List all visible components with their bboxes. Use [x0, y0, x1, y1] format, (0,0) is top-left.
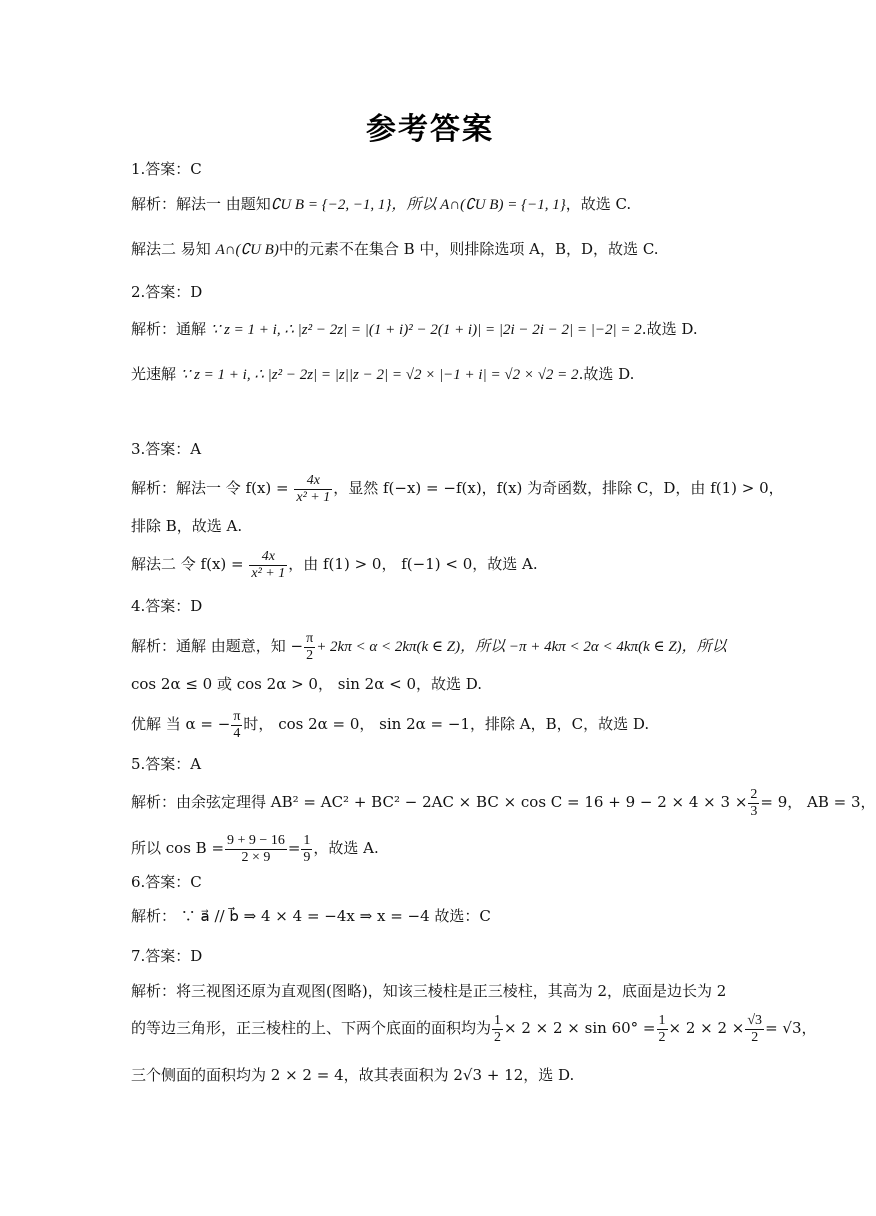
- q7-line1: 解析：将三视图还原为直观图(图略)，知该三棱柱是正三棱柱，其高为 2，底面是边长为 2: [131, 982, 727, 1000]
- q3-fraction-2: $\frac{4x}{\text{x² + 1}}$: [251, 548, 286, 581]
- q3-method1-cont: 排除 B，故选 A.: [131, 517, 243, 535]
- q2-m1-prefix: 解析：通解: [131, 320, 207, 338]
- q7-line3-rest: + 12，选 D.: [486, 1066, 575, 1084]
- q1-m1-prefix: 解析：解法一 由题知: [131, 195, 271, 213]
- q5-m1-mid: = 9， AB = 3，: [760, 793, 876, 811]
- q4-m1-mid: + 2kπ < α < 2kπ(k ∈ Z)，所以 −π + 4kπ < 2α < 4kπ(k ∈ Z)，所以: [316, 639, 727, 655]
- q7-line2-prefix: 的等边三角形，正三棱柱的上、下两个底面的面积均为: [131, 1019, 492, 1037]
- q3-fraction: $\frac{4x}{\text{x² + 1}}$: [296, 472, 331, 505]
- q4-method2: [131, 706, 731, 742]
- q5-fraction-3: $\frac{1}{9}$: [303, 832, 311, 865]
- q1-method1: [131, 193, 731, 216]
- q3-m1-mid: ，显然 f(−x) = −f(x)，f(x) 为奇函数，排除 C，D，由 f(1) > 0，: [333, 479, 784, 497]
- q2-m2-math: ∵ z = 1 + i, ∴ |z² − 2z| = |z||z − 2| = √2 × |−1 + i| = √2 × √2 = 2: [180, 367, 579, 383]
- q5-answer: 5.答案：A: [131, 755, 202, 773]
- q5-fraction-2: $\frac{9 + 9 - 16}{2 \times 9}$: [227, 832, 285, 865]
- q1-m2-math: A∩(∁U B): [215, 242, 279, 258]
- q4-m2-prefix: 优解 当 α = −: [131, 715, 231, 733]
- q3-method1: [131, 470, 784, 506]
- q2-m1-suffix: .故选 D.: [641, 320, 698, 338]
- q3-method2: [131, 546, 731, 582]
- q7-answer: 7.答案：D: [131, 947, 203, 965]
- q4-m2-mid: 时， cos 2α = 0， sin 2α = −1，排除 A，B，C，故选 D.: [243, 715, 650, 733]
- q7-sqrt3: √3: [782, 1019, 802, 1037]
- q5-m1-cont: 所以 cos B =: [131, 839, 225, 857]
- q4-method1: [131, 628, 731, 664]
- q1-m1-suffix: ，故选 C.: [565, 195, 632, 213]
- q5-fraction-1: $\frac{2}{3}$: [750, 786, 758, 819]
- q1-method2: [131, 238, 731, 261]
- q5-m1-prefix: 解析：由余弦定理得 AB² = AC² + BC² − 2AC × BC × cos C = 16 + 9 − 2 × 4 × 3 ×: [131, 793, 748, 811]
- q7-fraction-1: $\frac{1}{2}$: [494, 1012, 502, 1045]
- q4-answer: 4.答案：D: [131, 597, 203, 615]
- q7-fraction-2: $\frac{1}{2}$: [658, 1012, 666, 1045]
- q3-m2-prefix: 解法二 令 f(x) =: [131, 555, 244, 573]
- q7-line3: [131, 1064, 731, 1086]
- q3-m2-mid: ，由 f(1) > 0， f(−1) < 0，故选 A.: [288, 555, 538, 573]
- q6-answer: 6.答案：C: [131, 873, 202, 891]
- q2-method1: [131, 318, 731, 341]
- q4-method1-cont: cos 2α ≤ 0 或 cos 2α > 0， sin 2α < 0，故选 D.: [131, 675, 483, 693]
- q6-method1: 解析： ∵ a⃗ // b⃗ ⇒ 4 × 4 = −4x ⇒ x = −4 故选：C: [131, 907, 491, 925]
- q4-m1-prefix: 解析：通解 由题意，知 −: [131, 637, 304, 655]
- q2-m2-prefix: 光速解: [131, 365, 177, 383]
- q1-answer: 1.答案：C: [131, 160, 202, 178]
- q2-method2: [131, 363, 731, 386]
- q2-answer: 2.答案：D: [131, 283, 203, 301]
- q7-fraction-3: $\frac{√3}{2}$: [747, 1012, 763, 1045]
- q7-line3-prefix: 三个侧面的面积均为 2 × 2 = 4，故其表面积为 2: [131, 1066, 463, 1084]
- q4-fraction-1: $\frac{\pi}{2}$: [306, 630, 314, 663]
- q5-m1-end: ，故选 A.: [313, 839, 379, 857]
- q3-m1-prefix: 解析：解法一 令 f(x) =: [131, 479, 289, 497]
- page-title: 参考答案: [366, 112, 494, 147]
- q2-m1-math: ∵ z = 1 + i, ∴ |z² − 2z| = |(1 + i)² − 2(1 + i)| = |2i − 2i − 2| = |−2| = 2: [210, 322, 642, 338]
- q5-method1-cont: 所以 cos B = $\frac{9 + 9 - 16}{2 \times 9}$ = $\frac{1}{9}$ ，故选 A.: [131, 832, 379, 865]
- q3-answer: 3.答案：A: [131, 440, 202, 458]
- q7-line2: 的等边三角形，正三棱柱的上、下两个底面的面积均为 $\frac{1}{2}$ × 2 × 2 × sin 60° = $\frac{1}{2}$ × 2 × 2 × $\frac{√3}{2}$ = √3，: [131, 1012, 817, 1045]
- q1-m1-math: ∁U B = {−2, −1, 1}，所以 A∩(∁U B) = {−1, 1}: [270, 197, 566, 213]
- q1-m2-prefix: 解法二 易知: [131, 240, 211, 258]
- q7-sqrt3-b: √3: [462, 1066, 483, 1084]
- q1-m2-suffix: 中的元素不在集合 B 中，则排除选项 A，B，D，故选 C.: [278, 240, 659, 258]
- q4-fraction-2: $\frac{\pi}{4}$: [233, 708, 241, 741]
- q2-m2-suffix: .故选 D.: [578, 365, 635, 383]
- q5-method1: [131, 784, 876, 820]
